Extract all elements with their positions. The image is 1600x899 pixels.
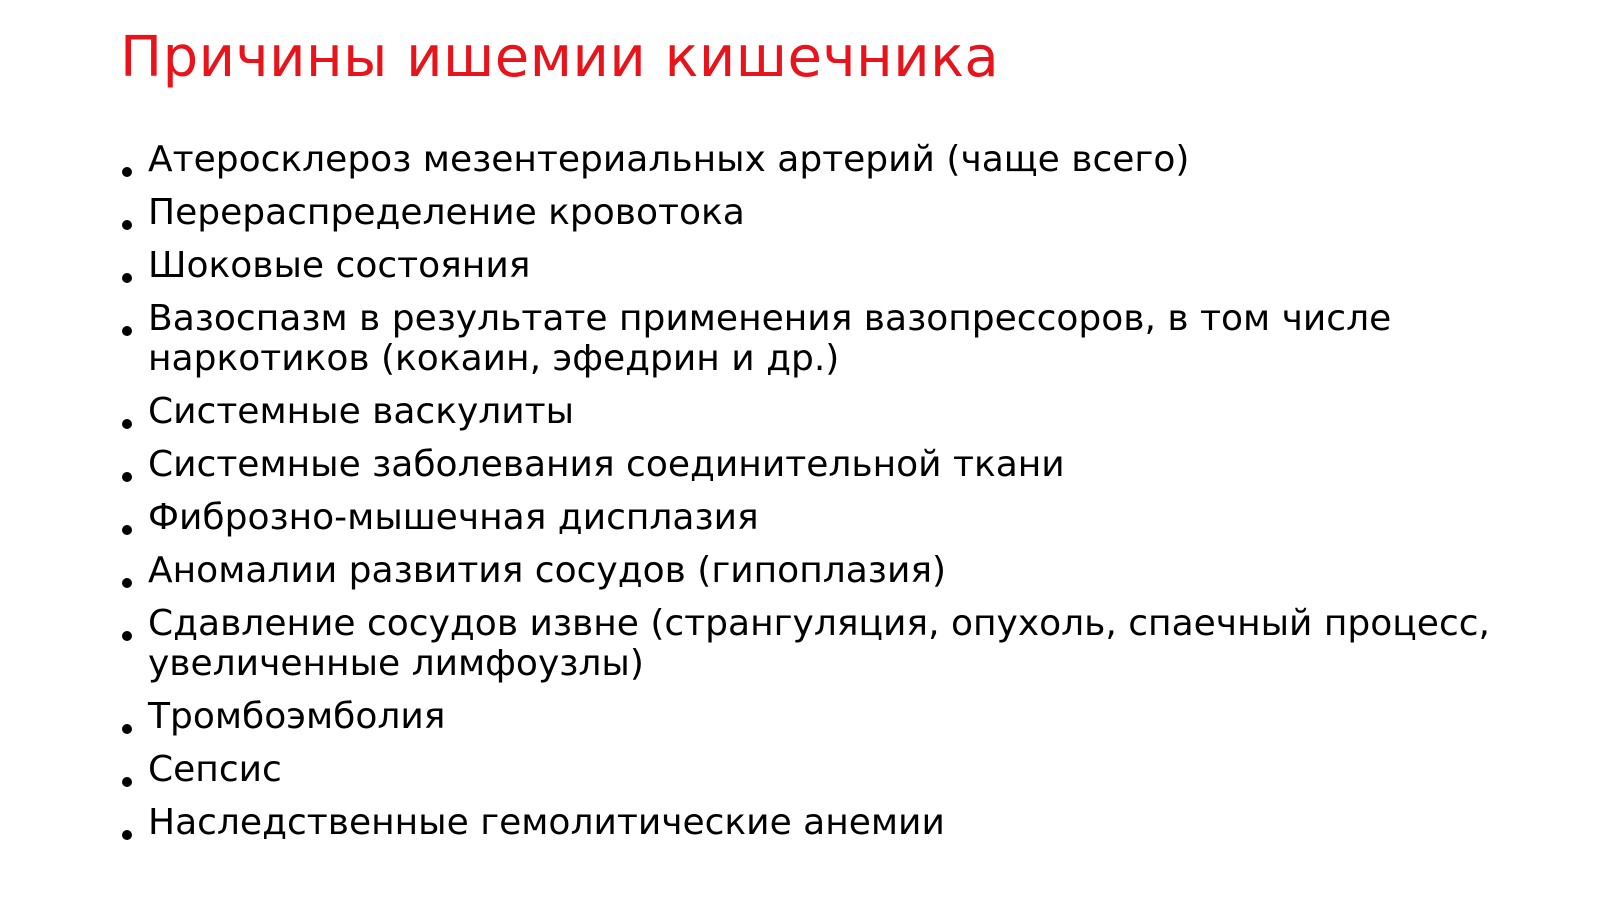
list-item-text: Системные васкулиты bbox=[148, 391, 575, 432]
list-item-text: Системные заболевания соединительной ткани bbox=[148, 444, 1065, 485]
bullet-icon bbox=[118, 551, 148, 591]
bullet-icon bbox=[118, 498, 148, 538]
list-item bbox=[118, 445, 1558, 485]
bullet-icon bbox=[118, 193, 148, 233]
bullet-icon bbox=[118, 445, 148, 485]
bullet-icon bbox=[118, 803, 148, 843]
list-item bbox=[118, 697, 1558, 737]
list-item bbox=[118, 140, 1558, 180]
bullet-icon bbox=[118, 392, 148, 432]
bullet-icon bbox=[118, 604, 148, 644]
list-item-text: Атеросклероз мезентериальных артерий (чаще всего) bbox=[148, 139, 1190, 180]
list-item bbox=[118, 604, 1558, 684]
slide-title: Причины ишемии кишечника bbox=[120, 25, 1000, 90]
list-item bbox=[118, 392, 1558, 432]
list-item bbox=[118, 803, 1558, 843]
list-item bbox=[118, 750, 1558, 790]
bullet-icon bbox=[118, 246, 148, 286]
bullet-icon bbox=[118, 697, 148, 737]
list-item-text: Сепсис bbox=[148, 749, 282, 790]
list-item-text: Вазоспазм в результате применения вазопрессоров, в том числе наркотиков (кокаин, эфедрин и др.) bbox=[148, 298, 1392, 379]
bullet-icon bbox=[118, 299, 148, 339]
list-item-text: Наследственные гемолитические анемии bbox=[148, 802, 945, 843]
list-item-text: Перераспределение кровотока bbox=[148, 192, 745, 233]
list-item bbox=[118, 551, 1558, 591]
list-item-text: Тромбоэмболия bbox=[148, 696, 446, 737]
list-item-text: Фиброзно-мышечная дисплазия bbox=[148, 497, 759, 538]
list-item bbox=[118, 246, 1558, 286]
list-item-text: Шоковые состояния bbox=[148, 245, 531, 286]
bullet-icon bbox=[118, 140, 148, 180]
list-item bbox=[118, 498, 1558, 538]
list-item-text: Аномалии развития сосудов (гипоплазия) bbox=[148, 550, 947, 591]
list-item bbox=[118, 193, 1558, 233]
list-item bbox=[118, 299, 1558, 379]
list-item-text: Сдавление сосудов извне (странгуляция, опухоль, спаечный процесс, увеличенные лимфоузлы) bbox=[148, 603, 1490, 684]
bullet-list bbox=[118, 140, 1558, 856]
bullet-icon bbox=[118, 750, 148, 790]
